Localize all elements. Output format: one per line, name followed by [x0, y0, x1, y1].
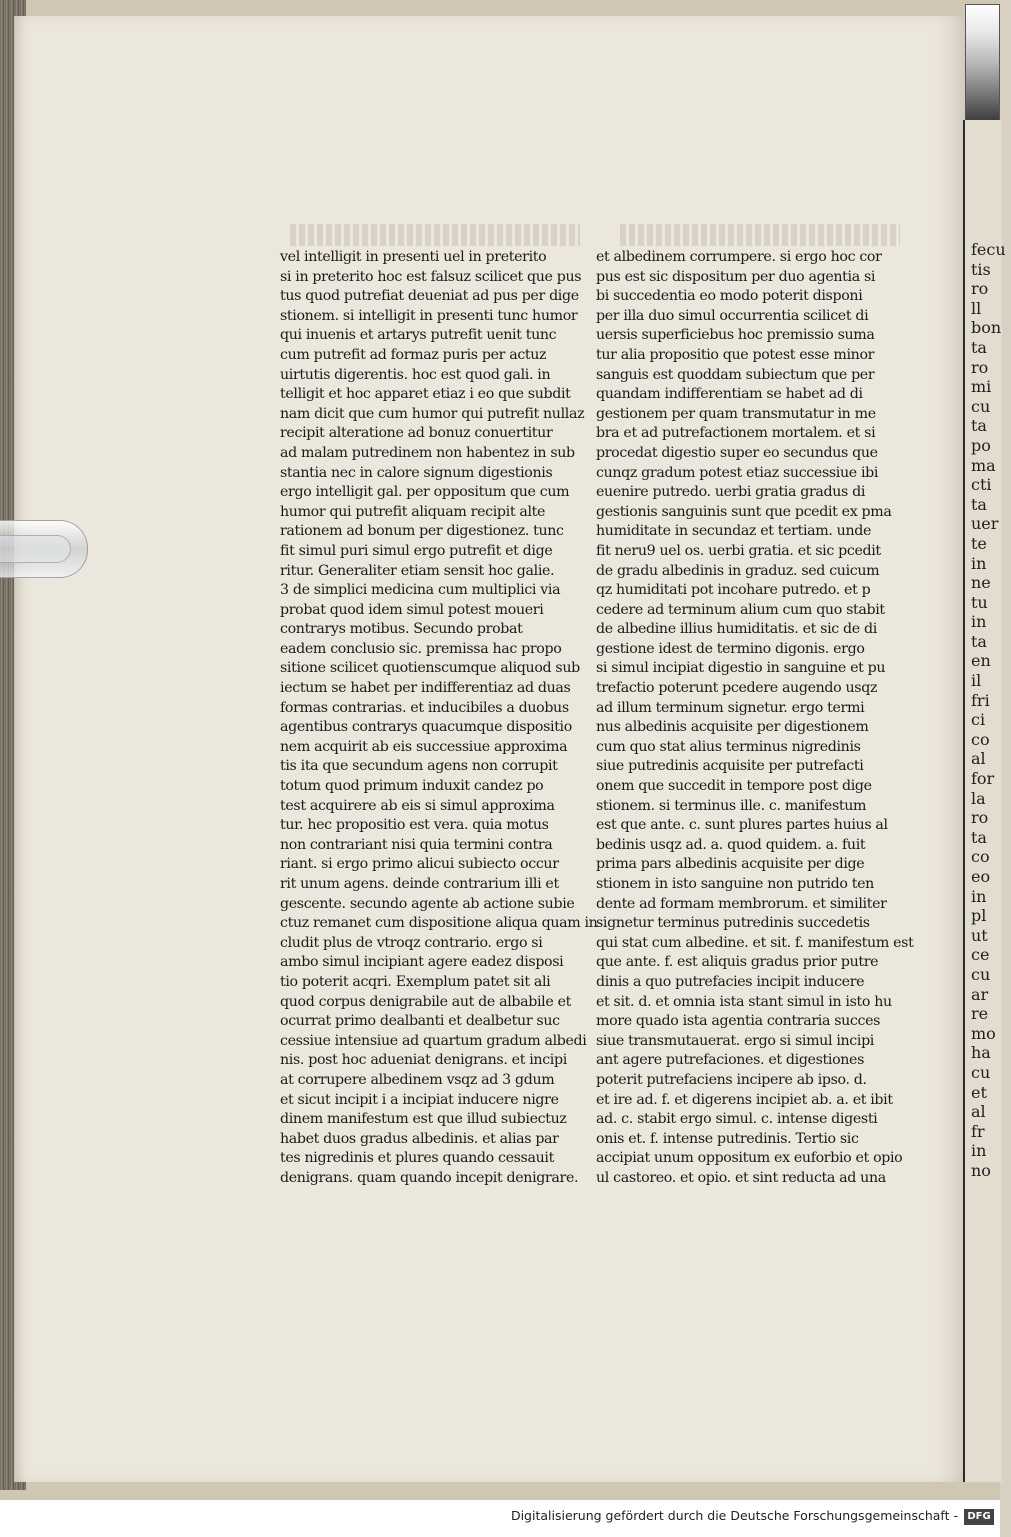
- next-page-fragment: ro: [971, 808, 989, 828]
- text-line: de gradu albedinis in graduz. sed cuicum: [596, 562, 880, 579]
- page-clip-inner: [0, 535, 71, 563]
- text-line: denigrans. quam quando incepit denigrare.: [280, 1169, 579, 1186]
- next-page-fragment: po: [971, 435, 991, 455]
- text-line: ctuz remanet cum dispositione aliqua quam in: [280, 915, 598, 932]
- next-page-fragment: mi: [971, 377, 992, 397]
- text-line: quandam indifferentiam se habet ad di: [596, 386, 863, 403]
- text-line: ad. c. stabit ergo simul. c. intense digesti: [596, 1111, 878, 1128]
- text-line: qui inuenis et artarys putrefit uenit tunc: [280, 327, 557, 344]
- text-line: fit simul puri simul ergo putrefit et dige: [280, 542, 553, 559]
- text-line: riant. si ergo primo alicui subiecto occur: [280, 856, 559, 873]
- text-line: est que ante. c. sunt plures partes huius al: [596, 817, 888, 834]
- next-page-fragment: in: [971, 553, 987, 573]
- text-line: gestionem per quam transmutatur in me: [596, 405, 876, 422]
- text-line: et ire ad. f. et digerens incipiet ab. a. et ibit: [596, 1091, 893, 1108]
- text-line: humor qui putrefit aliquam recipit alte: [280, 503, 546, 520]
- next-page-fragment: ce: [971, 945, 990, 965]
- text-line: onis et. f. intense putredinis. Tertio sic: [596, 1130, 859, 1147]
- next-page-fragment: ta: [971, 416, 987, 436]
- next-page-text: [971, 240, 1011, 1181]
- text-line: et sicut incipit i a incipiat inducere nigre: [280, 1091, 559, 1108]
- text-line: qz humiditati pot incohare putredo. et p: [596, 582, 871, 599]
- text-line: dinem manifestum est que illud subiectuz: [280, 1111, 567, 1128]
- text-line: bedinis usqz ad. a. quod quidem. a. fuit: [596, 836, 866, 853]
- text-line: humiditate in secundaz et tertiam. unde: [596, 523, 872, 540]
- next-page-fragment: ut: [971, 925, 988, 945]
- next-page-fragment: co: [971, 847, 990, 867]
- text-line: cedere ad terminum alium cum quo stabit: [596, 601, 885, 618]
- text-line: ritur. Generaliter etiam sensit hoc galie.: [280, 562, 555, 579]
- next-page-fragment: fecu: [971, 240, 1006, 259]
- text-line: si in preterito hoc est falsuz scilicet que pus: [280, 268, 582, 285]
- text-line: stionem in isto sanguine non putrido ten: [596, 876, 874, 892]
- text-line: rationem ad bonum per digestionez. tunc: [280, 523, 564, 540]
- text-line: gestionis sanguinis sunt que pcedit ex pma: [596, 503, 892, 520]
- text-line: at corrupere albedinem vsqz ad 3 gdum: [280, 1071, 555, 1088]
- text-line: et sit. d. et omnia ista stant simul in isto hu: [596, 993, 892, 1010]
- next-page-fragment: ci: [971, 710, 986, 730]
- text-line: test acquirere ab eis si simul approxima: [280, 797, 555, 814]
- text-line: gescente. secundo agente ab actione subie: [280, 895, 575, 912]
- text-line: vel intelligit in presenti uel in preterito: [280, 249, 547, 265]
- text-line: recipit alteratione ad bonuz conuertitur: [280, 425, 553, 442]
- next-page-fragment: te: [971, 533, 987, 553]
- text-line: uirtutis digerentis. hoc est quod gali. in: [280, 366, 551, 383]
- text-line: ant agere putrefaciones. et digestiones: [596, 1052, 865, 1069]
- bleed-through-right: [620, 224, 900, 246]
- text-line: rit unum agens. deinde contrarium illi et: [280, 876, 559, 892]
- text-line: cunqz gradum potest etiaz successiue ibi: [596, 464, 879, 481]
- text-line: poterit putrefaciens incipere ab ipso. d.: [596, 1071, 867, 1088]
- next-page-fragment: cu: [971, 1062, 991, 1082]
- next-page-fragment: ta: [971, 827, 987, 847]
- text-line: contrarys motibus. Secundo probat: [280, 621, 523, 638]
- text-column-left: [280, 248, 598, 1189]
- next-page-fragment: il: [971, 671, 982, 691]
- next-page-fragment: bon: [971, 318, 1002, 338]
- text-line: tes nigredinis et plures quando cessauit: [280, 1150, 554, 1167]
- text-line: dente ad formam membrorum. et similiter: [596, 895, 887, 912]
- text-line: ul castoreo. et opio. et sint reducta ad una: [596, 1169, 886, 1186]
- next-page-fragment: in: [971, 886, 987, 906]
- text-line: tis ita que secundum agens non corrupit: [280, 758, 558, 775]
- next-page-fragment: for: [971, 769, 995, 789]
- text-line: qui stat cum albedine. et sit. f. manifestum est: [596, 934, 914, 951]
- text-line: nus albedinis acquisite per digestionem: [596, 719, 869, 736]
- text-line: agentibus contrarys quacumque dispositio: [280, 719, 572, 736]
- next-page-fragment: eo: [971, 867, 991, 886]
- text-line: iectum se habet per indifferentiaz ad duas: [280, 680, 571, 697]
- text-line: quod corpus denigrabile aut de albabile et: [280, 993, 571, 1010]
- next-page-fragment: ro: [971, 279, 989, 299]
- next-page-fragment: cu: [971, 964, 991, 984]
- next-page-fragment: no: [971, 1160, 991, 1180]
- next-page-fragment: ne: [971, 573, 991, 593]
- next-page-fragment: mo: [971, 1023, 996, 1043]
- text-line: signetur terminus putredinis succedetis: [596, 915, 870, 932]
- text-line: pus est sic dispositum per duo agentia si: [596, 268, 876, 285]
- next-page-fragment: fri: [971, 690, 990, 710]
- next-page-fragment: ll: [971, 298, 982, 318]
- text-line: gestione idest de termino digonis. ergo: [596, 640, 865, 657]
- text-line: fit neru9 uel os. uerbi gratia. et sic pcedit: [596, 542, 881, 559]
- footer-bar: [0, 1500, 1000, 1537]
- text-line: stionem. si intelligit in presenti tunc humor: [280, 307, 578, 324]
- text-line: bra et ad putrefactionem mortalem. et si: [596, 425, 876, 442]
- next-page-fragment: pl: [971, 906, 987, 926]
- text-line: more quado ista agentia contraria succes: [596, 1013, 881, 1030]
- text-line: ergo intelligit gal. per oppositum que cum: [280, 484, 570, 501]
- next-page-fragment: in: [971, 612, 987, 632]
- next-page-fragment: ta: [971, 631, 987, 651]
- text-line: sitione scilicet quotienscumque aliquod sub: [280, 660, 580, 677]
- text-line: cum quo stat alius terminus nigredinis: [596, 738, 861, 755]
- text-line: dinis a quo putrefacies incipit inducere: [596, 973, 865, 990]
- text-line: ad illum terminum signetur. ergo termi: [596, 699, 865, 716]
- text-line: bi succedentia eo modo poterit disponi: [596, 288, 863, 305]
- text-line: eadem conclusio sic. premissa hac propo: [280, 640, 562, 657]
- text-line: per illa duo simul occurrentia scilicet di: [596, 307, 869, 324]
- text-line: nis. post hoc adueniat denigrans. et incipi: [280, 1052, 567, 1069]
- text-line: siue putredinis acquisite per putrefacti: [596, 758, 864, 775]
- text-line: cludit plus de vtroqz contrario. ergo si: [280, 934, 543, 951]
- next-page-fragment: la: [971, 788, 986, 808]
- text-line: onem que succedit in tempore post dige: [596, 778, 872, 795]
- text-line: tur. hec propositio est vera. quia motus: [280, 817, 549, 834]
- next-page-fragment: al: [971, 1102, 986, 1122]
- next-page-fragment: ta: [971, 337, 987, 357]
- text-line: cessiue intensiue ad quartum gradum albedi: [280, 1032, 587, 1049]
- text-line: nem acquirit ab eis successiue approxima: [280, 738, 568, 755]
- text-line: stionem. si terminus ille. c. manifestum: [596, 797, 867, 814]
- text-line: habet duos gradus albedinis. et alias par: [280, 1130, 559, 1147]
- next-page-fragment: en: [971, 651, 991, 671]
- text-line: nam dicit que cum humor qui putrefit nullaz: [280, 405, 585, 422]
- text-line: ad malam putredinem non habentez in sub: [280, 444, 575, 461]
- text-line: sanguis est quoddam subiectum que per: [596, 366, 875, 383]
- next-page-fragment: re: [971, 1004, 989, 1024]
- text-line: tur alia propositio que potest esse minor: [596, 346, 875, 363]
- footer-credit: Digitalisierung gefördert durch die Deutsche Forschungsgemeinschaft -: [510, 1508, 958, 1523]
- next-page-fragment: cu: [971, 396, 991, 416]
- next-page-edge: [963, 120, 1006, 1482]
- text-line: probat quod idem simul potest moueri: [280, 601, 544, 618]
- text-line: ocurrat primo dealbanti et dealbetur suc: [280, 1013, 560, 1030]
- text-line: prima pars albedinis acquisite per dige: [596, 856, 865, 873]
- text-line: procedat digestio super eo secundus que: [596, 444, 878, 461]
- text-line: siue transmutauerat. ergo si simul incipi: [596, 1032, 874, 1049]
- dfg-logo-icon: DFG: [964, 1509, 994, 1525]
- text-column-right: [596, 248, 912, 1189]
- text-line: telligit et hoc apparet etiaz i eo que subdit: [280, 386, 571, 403]
- text-line: tus quod putrefiat deueniat ad pus per dige: [280, 288, 579, 305]
- page-clip-icon: [0, 520, 88, 578]
- text-line: euenire putredo. uerbi gratia gradus di: [596, 484, 866, 501]
- text-line: tio poterit acqri. Exemplum patet sit ali: [280, 973, 551, 990]
- text-line: stantia nec in calore signum digestionis: [280, 464, 553, 481]
- text-line: accipiat unum oppositum ex euforbio et opio: [596, 1150, 903, 1167]
- text-line: uersis superficiebus hoc premissio suma: [596, 327, 875, 344]
- next-page-fragment: uer: [971, 514, 999, 534]
- next-page-fragment: ar: [971, 984, 989, 1004]
- next-page-fragment: fr: [971, 1121, 985, 1141]
- text-line: et albedinem corrumpere. si ergo hoc cor: [596, 249, 882, 265]
- text-line: de albedine illius humiditatis. et sic de di: [596, 621, 877, 638]
- next-page-fragment: tu: [971, 592, 988, 612]
- text-line: si simul incipiat digestio in sanguine et pu: [596, 660, 886, 677]
- next-page-fragment: ta: [971, 494, 987, 514]
- text-line: 3 de simplici medicina cum multiplici via: [280, 582, 561, 599]
- next-page-fragment: co: [971, 729, 990, 749]
- text-line: totum quod primum induxit candez po: [280, 778, 544, 795]
- text-line: que ante. f. est aliquis gradus prior putre: [596, 954, 879, 971]
- next-page-fragment: ro: [971, 357, 989, 377]
- next-page-fragment: et: [971, 1082, 987, 1102]
- next-page-fragment: tis: [971, 259, 991, 279]
- bleed-through-left: [290, 224, 580, 246]
- text-line: formas contrarias. et inducibiles a duobus: [280, 699, 569, 716]
- next-page-fragment: in: [971, 1141, 987, 1161]
- next-page-fragment: cti: [971, 475, 992, 495]
- text-line: trefactio poterunt pcedere augendo usqz: [596, 680, 878, 697]
- text-line: ambo simul incipiant agere eadez disposi: [280, 954, 564, 971]
- next-page-fragment: ma: [971, 455, 996, 475]
- next-page-fragment: al: [971, 749, 986, 769]
- text-line: non contrariant nisi quia termini contra: [280, 836, 553, 853]
- text-line: cum putrefit ad formaz puris per actuz: [280, 346, 547, 363]
- next-page-fragment: ha: [971, 1043, 991, 1063]
